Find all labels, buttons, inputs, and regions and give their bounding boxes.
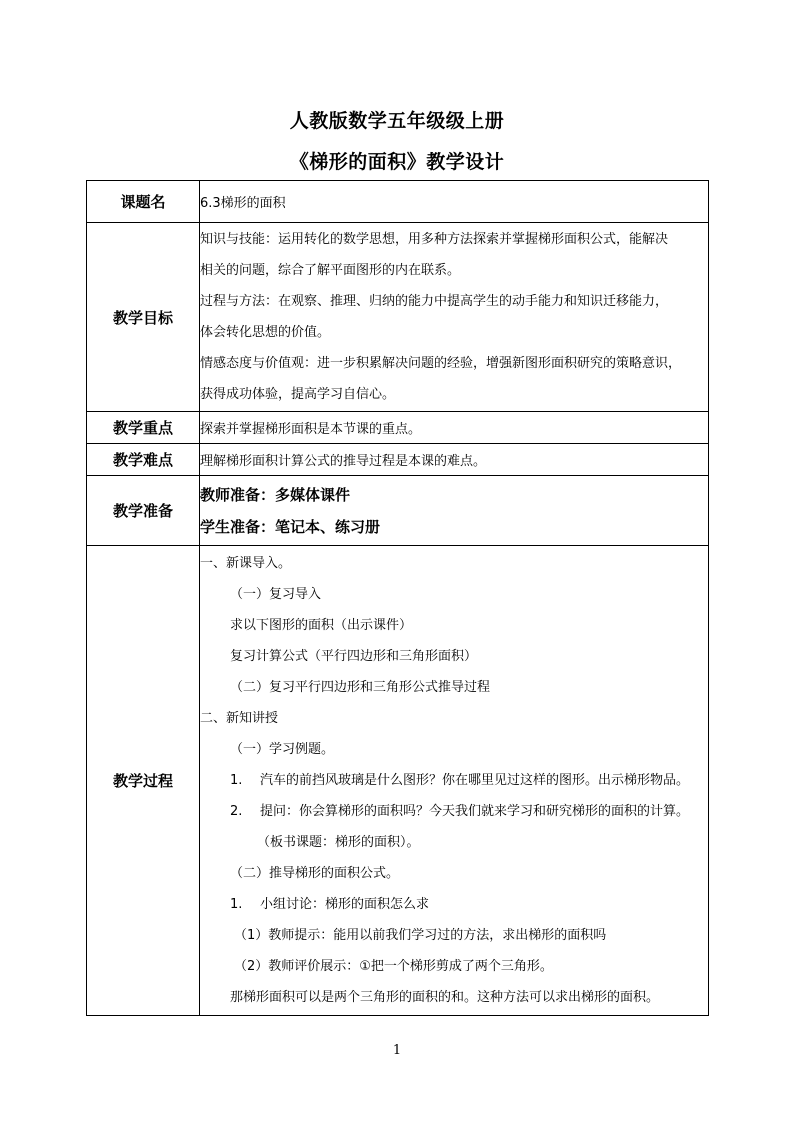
process-line: 一、新课导入。	[200, 556, 292, 571]
list-number: 1.	[230, 897, 243, 912]
objectives-line: 获得成功体验，提高学习自信心。	[200, 387, 396, 402]
process-label: 教学过程	[87, 546, 200, 1016]
objectives-line: 情感态度与价值观：进一步积累解决问题的经验，增强新图形面积研究的策略意识，	[200, 356, 682, 371]
preparation-content	[200, 476, 709, 546]
document-title: 人教版数学五年级级上册	[289, 110, 505, 132]
student-preparation: 学生准备：笔记本、练习册	[200, 517, 381, 536]
topic-value: 6.3梯形的面积	[200, 181, 709, 223]
objectives-row	[87, 223, 709, 412]
objectives-line: 过程与方法：在观察、推理、归纳的能力中提高学生的动手能力和知识迁移能力，	[200, 294, 669, 309]
process-line: 二、新知讲授	[200, 711, 279, 726]
process-line: （一）学习例题。	[230, 742, 335, 757]
process-line: 求以下图形的面积（出示课件）	[230, 618, 413, 633]
list-number: 2.	[230, 804, 243, 819]
process-line: （1）教师提示：能用以前我们学习过的方法，求出梯形的面积吗	[234, 928, 607, 943]
list-text: 小组讨论：梯形的面积怎么求	[260, 897, 430, 912]
document-subtitle: 《梯形的面积》教学设计	[289, 151, 505, 173]
page-number: 1	[392, 1043, 402, 1058]
process-line: （二）推导梯形的面积公式。	[230, 866, 400, 881]
objectives-label: 教学目标	[87, 223, 200, 412]
difficulty-row	[87, 444, 709, 476]
process-content	[200, 546, 709, 1016]
list-text: 提问：你会算梯形的面积吗？今天我们就来学习和研究梯形的面积的计算。	[260, 804, 690, 819]
list-text: 汽车的前挡风玻璃是什么图形？你在哪里见过这样的图形。出示梯形物品。	[260, 773, 690, 788]
key-point-label: 教学重点	[87, 412, 200, 444]
list-number: 1.	[230, 773, 243, 788]
lesson-plan-table	[86, 180, 709, 1016]
teacher-preparation: 教师准备：多媒体课件	[200, 485, 351, 504]
topic-label: 课题名	[87, 181, 200, 223]
topic-row	[87, 181, 709, 223]
process-line: 那梯形面积可以是两个三角形的面积的和。这种方法可以求出梯形的面积。	[230, 990, 660, 1005]
process-list-item	[200, 765, 708, 796]
objectives-line: 体会转化思想的价值。	[200, 325, 331, 340]
difficulty-label: 教学难点	[87, 444, 200, 476]
process-line: （板书课题：梯形的面积）。	[257, 835, 420, 850]
process-line: （二）复习平行四边形和三角形公式推导过程	[230, 680, 491, 695]
process-list-item	[200, 889, 708, 920]
objectives-content	[200, 223, 709, 412]
objectives-line: 相关的问题，综合了解平面图形的内在联系。	[200, 263, 461, 278]
difficulty-value: 理解梯形面积计算公式的推导过程是本课的难点。	[200, 444, 709, 476]
process-line: （2）教师评价展示：①把一个梯形剪成了两个三角形。	[234, 959, 553, 974]
process-line: 复习计算公式（平行四边形和三角形面积）	[230, 649, 478, 664]
preparation-label: 教学准备	[87, 476, 200, 546]
process-line: （一）复习导入	[230, 587, 322, 602]
key-point-row	[87, 412, 709, 444]
process-list-item	[200, 796, 708, 827]
objectives-line: 知识与技能：运用转化的数学思想，用多种方法探索并掌握梯形面积公式，能解决	[200, 232, 669, 247]
key-point-value: 探索并掌握梯形面积是本节课的重点。	[200, 412, 709, 444]
preparation-row	[87, 476, 709, 546]
process-row	[87, 546, 709, 1016]
